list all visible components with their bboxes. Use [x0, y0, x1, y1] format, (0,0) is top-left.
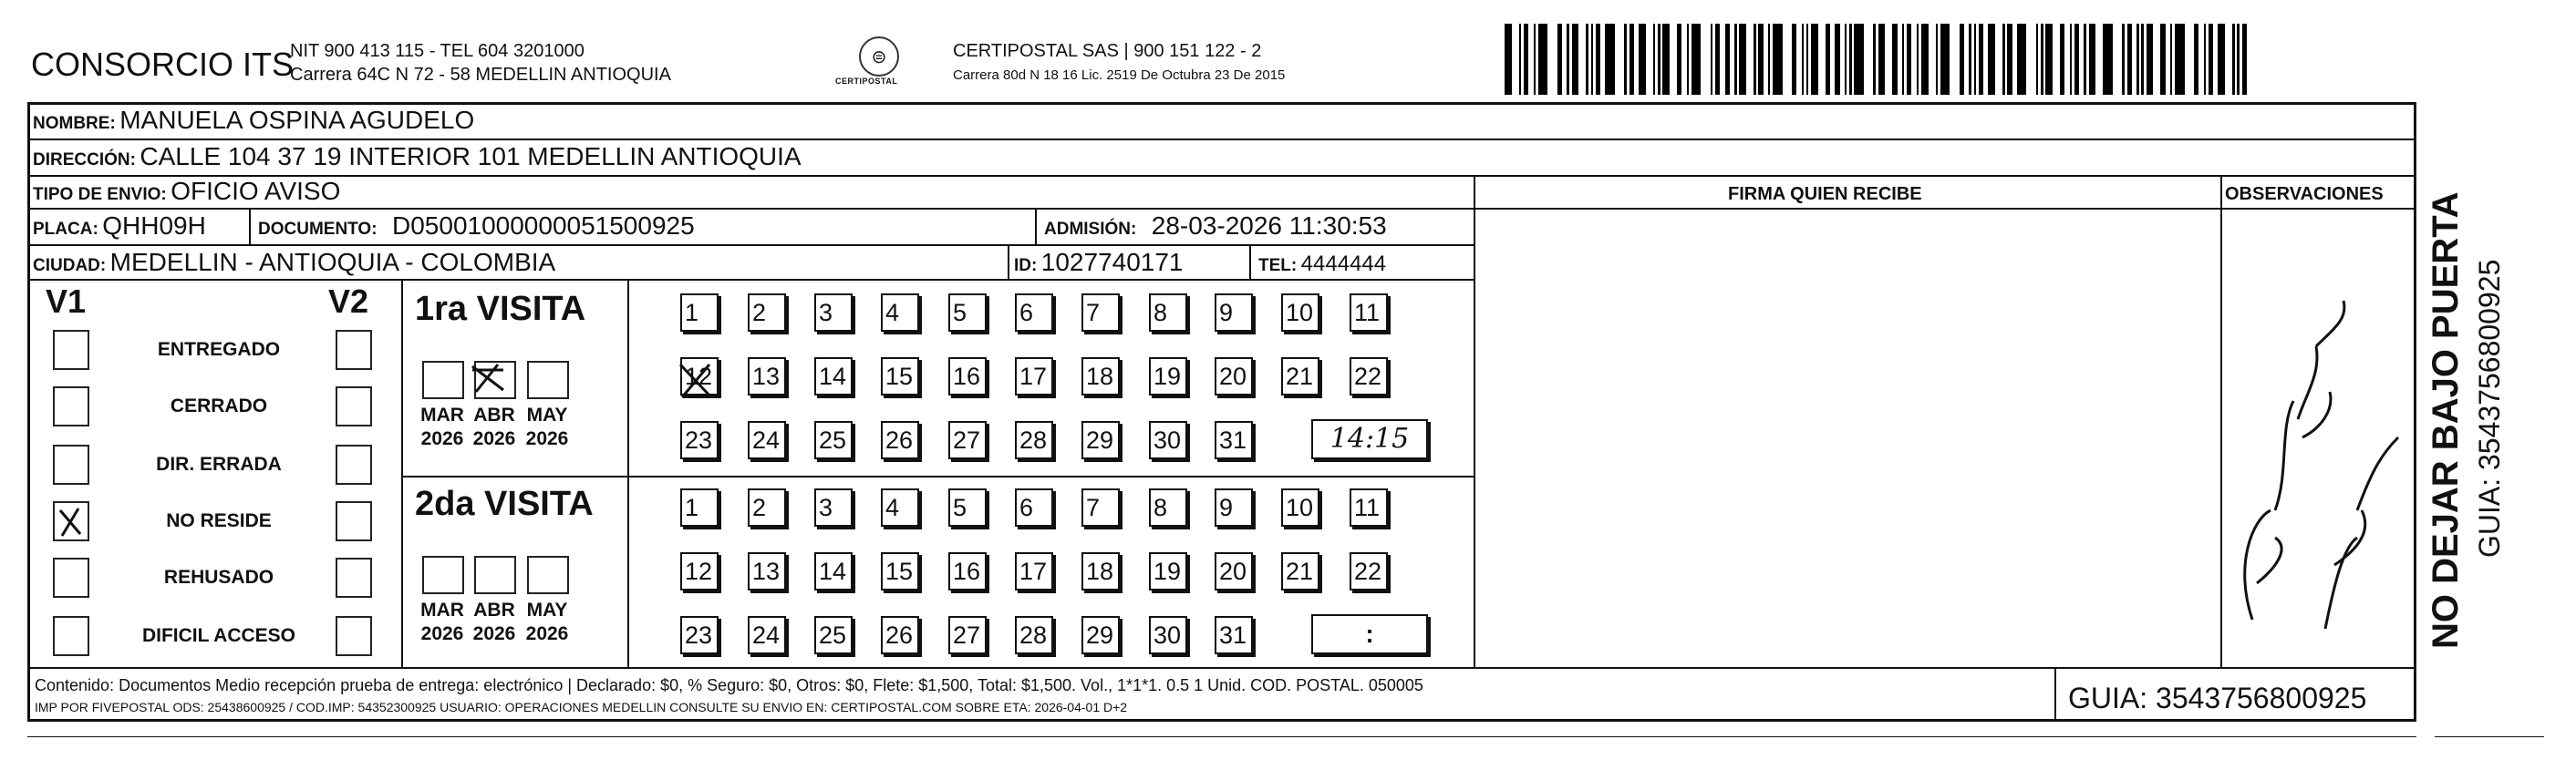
check-mark-icon: [60, 508, 80, 536]
signature-icon: [2245, 301, 2398, 629]
admision-value: 28-03-2026 11:30:53: [1151, 211, 1387, 240]
placa-label: PLACA:: [33, 220, 98, 239]
second-visit-time: :: [1311, 614, 1428, 654]
second-visit-day-4[interactable]: 4: [881, 488, 919, 527]
certipostal-logo-icon: ⊜: [859, 36, 899, 77]
check-mark-icon: [680, 365, 711, 397]
first-visit-day-30[interactable]: 30: [1149, 421, 1187, 459]
firma-header: FIRMA QUIEN RECIBE: [1728, 184, 1922, 204]
first-visit-day-2[interactable]: 2: [748, 293, 786, 332]
nombre-value: MANUELA OSPINA AGUDELO: [119, 106, 475, 134]
second-visit-day-20[interactable]: 20: [1215, 552, 1253, 591]
second-visit-day-13[interactable]: 13: [748, 552, 786, 591]
year-label: 2026: [420, 428, 464, 449]
year-label: 2026: [472, 623, 516, 644]
month-label: ABR: [473, 405, 515, 426]
second-visit-day-26[interactable]: 26: [881, 616, 919, 654]
admision-label: ADMISIÓN:: [1044, 220, 1137, 239]
second-visit-day-2[interactable]: 2: [748, 488, 786, 527]
month-label: MAY: [526, 405, 568, 426]
second-visit-day-11[interactable]: 11: [1350, 488, 1388, 527]
company-address: Carrera 64C N 72 - 58 MEDELLIN ANTIOQUIA: [290, 65, 671, 85]
month-label: MAR: [420, 600, 464, 621]
second-visit-day-30[interactable]: 30: [1149, 616, 1187, 654]
second-visit-day-31[interactable]: 31: [1215, 616, 1253, 654]
ciudad-value: MEDELLIN - ANTIOQUIA - COLOMBIA: [109, 248, 556, 276]
documento-label: DOCUMENTO:: [258, 220, 378, 239]
first-visit-day-26[interactable]: 26: [881, 421, 919, 459]
first-visit-day-28[interactable]: 28: [1015, 421, 1053, 459]
status-label: DIR. ERRADA: [156, 454, 282, 475]
second-visit-day-3[interactable]: 3: [814, 488, 853, 527]
first-visit-day-20[interactable]: 20: [1215, 357, 1253, 395]
second-visit-day-6[interactable]: 6: [1015, 488, 1053, 527]
footer-content-line: Contenido: Documentos Medio recepción prueba de entrega: electrónico | Declarado: $0, % Seguro: $0, Otros: $0, Flete: $1,500, Total: $1,500. Vol., 1*1*1. 0.5 1 Unid. COD. POSTAL. 050005: [35, 676, 1423, 694]
year-label: 2026: [525, 428, 569, 449]
second-visit-day-29[interactable]: 29: [1081, 616, 1120, 654]
second-visit-day-23[interactable]: 23: [680, 616, 719, 654]
first-visit-day-9[interactable]: 9: [1215, 293, 1253, 332]
second-visit-day-18[interactable]: 18: [1081, 552, 1120, 591]
nombre-label: NOMBRE:: [33, 114, 116, 133]
first-visit-day-19[interactable]: 19: [1149, 357, 1187, 395]
second-visit-day-15[interactable]: 15: [881, 552, 919, 591]
second-visit-day-7[interactable]: 7: [1081, 488, 1120, 527]
month-label: ABR: [473, 600, 515, 621]
second-visit-day-17[interactable]: 17: [1015, 552, 1053, 591]
first-visit-day-25[interactable]: 25: [814, 421, 853, 459]
documento-value: D05001000000051500925: [392, 211, 695, 240]
first-visit-day-5[interactable]: 5: [948, 293, 987, 332]
logo-text: CERTIPOSTAL: [835, 77, 898, 86]
first-visit-day-10[interactable]: 10: [1281, 293, 1319, 332]
second-visit-day-5[interactable]: 5: [948, 488, 987, 527]
status-label: DIFICIL ACCESO: [141, 625, 295, 646]
second-visit-day-27[interactable]: 27: [948, 616, 987, 654]
month-label: MAR: [420, 405, 464, 426]
first-visit-day-17[interactable]: 17: [1015, 357, 1053, 395]
second-visit-title: 2da VISITA: [415, 485, 594, 523]
first-visit-day-11[interactable]: 11: [1350, 293, 1388, 332]
status-label: NO RESIDE: [166, 510, 272, 531]
footer-guia: GUIA: 3543756800925: [2068, 682, 2367, 714]
status-label: CERRADO: [170, 395, 268, 416]
first-visit-day-22[interactable]: 22: [1350, 357, 1388, 395]
second-visit-day-21[interactable]: 21: [1281, 552, 1319, 591]
second-visit-day-25[interactable]: 25: [814, 616, 853, 654]
status-label: REHUSADO: [163, 567, 274, 588]
year-label: 2026: [420, 623, 464, 644]
second-visit-day-9[interactable]: 9: [1215, 488, 1253, 527]
first-visit-day-7[interactable]: 7: [1081, 293, 1120, 332]
month-label: MAY: [526, 600, 568, 621]
first-visit-day-8[interactable]: 8: [1149, 293, 1187, 332]
first-visit-day-24[interactable]: 24: [748, 421, 786, 459]
ciudad-label: CIUDAD:: [33, 256, 107, 275]
v1-header: V1: [46, 282, 87, 320]
tipo-envio-value: OFICIO AVISO: [171, 177, 341, 205]
first-visit-day-16[interactable]: 16: [948, 357, 987, 395]
year-label: 2026: [525, 623, 569, 644]
first-visit-day-4[interactable]: 4: [881, 293, 919, 332]
placa-value: QHH09H: [102, 211, 206, 240]
first-visit-day-23[interactable]: 23: [680, 421, 719, 459]
observaciones-header: OBSERVACIONES: [2225, 184, 2384, 204]
second-visit-day-28[interactable]: 28: [1015, 616, 1053, 654]
first-visit-title: 1ra VISITA: [415, 290, 586, 328]
second-visit-day-1[interactable]: 1: [680, 488, 719, 527]
second-visit-day-8[interactable]: 8: [1149, 488, 1187, 527]
tel-label: TEL:: [1258, 256, 1298, 275]
carrier-name: CERTIPOSTAL SAS | 900 151 122 - 2: [953, 41, 1262, 61]
second-visit-day-16[interactable]: 16: [948, 552, 987, 591]
first-visit-day-27[interactable]: 27: [948, 421, 987, 459]
footer-print-line: IMP POR FIVEPOSTAL ODS: 25438600925 / COD.IMP: 54352300925 USUARIO: OPERACIONES MEDELLIN CONSULTE SU ENVIO EN: CERTIPOSTAL.COM SOBRE ETA: 2026-04-01 D+2: [35, 700, 1128, 714]
company-nit: NIT 900 413 115 - TEL 604 3201000: [290, 41, 585, 61]
first-visit-day-12[interactable]: 12: [680, 357, 719, 395]
first-visit-day-29[interactable]: 29: [1081, 421, 1120, 459]
company-name: CONSORCIO ITS: [31, 46, 295, 83]
first-visit-day-21[interactable]: 21: [1281, 357, 1319, 395]
direccion-value: CALLE 104 37 19 INTERIOR 101 MEDELLIN ANTIOQUIA: [140, 142, 802, 170]
first-visit-day-15[interactable]: 15: [881, 357, 919, 395]
tel-value: 4444444: [1300, 252, 1387, 276]
v2-header: V2: [328, 282, 369, 320]
second-visit-day-10[interactable]: 10: [1281, 488, 1319, 527]
check-mark-icon: [472, 365, 503, 392]
second-visit-day-12[interactable]: 12: [680, 552, 719, 591]
second-visit-day-24[interactable]: 24: [748, 616, 786, 654]
id-label: ID:: [1014, 256, 1038, 275]
first-visit-day-6[interactable]: 6: [1015, 293, 1053, 332]
first-visit-day-1[interactable]: 1: [680, 293, 719, 332]
first-visit-time: 14:15: [1311, 419, 1428, 459]
first-visit-day-18[interactable]: 18: [1081, 357, 1120, 395]
id-value: 1027740171: [1040, 248, 1184, 276]
first-visit-day-13[interactable]: 13: [748, 357, 786, 395]
first-visit-day-14[interactable]: 14: [814, 357, 853, 395]
second-visit-day-19[interactable]: 19: [1149, 552, 1187, 591]
second-visit-day-22[interactable]: 22: [1350, 552, 1388, 591]
side-guia: GUIA: 3543756800925: [2473, 259, 2506, 558]
carrier-address: Carrera 80d N 18 16 Lic. 2519 De Octubra 23 De 2015: [953, 67, 1286, 83]
first-visit-day-31[interactable]: 31: [1215, 421, 1253, 459]
side-notice: NO DEJAR BAJO PUERTA: [2426, 191, 2466, 649]
status-label: ENTREGADO: [157, 339, 281, 360]
year-label: 2026: [472, 428, 516, 449]
second-visit-day-14[interactable]: 14: [814, 552, 853, 591]
first-visit-day-3[interactable]: 3: [814, 293, 853, 332]
tipo-envio-label: TIPO DE ENVIO:: [33, 185, 167, 204]
direccion-label: DIRECCIÓN:: [33, 150, 136, 169]
